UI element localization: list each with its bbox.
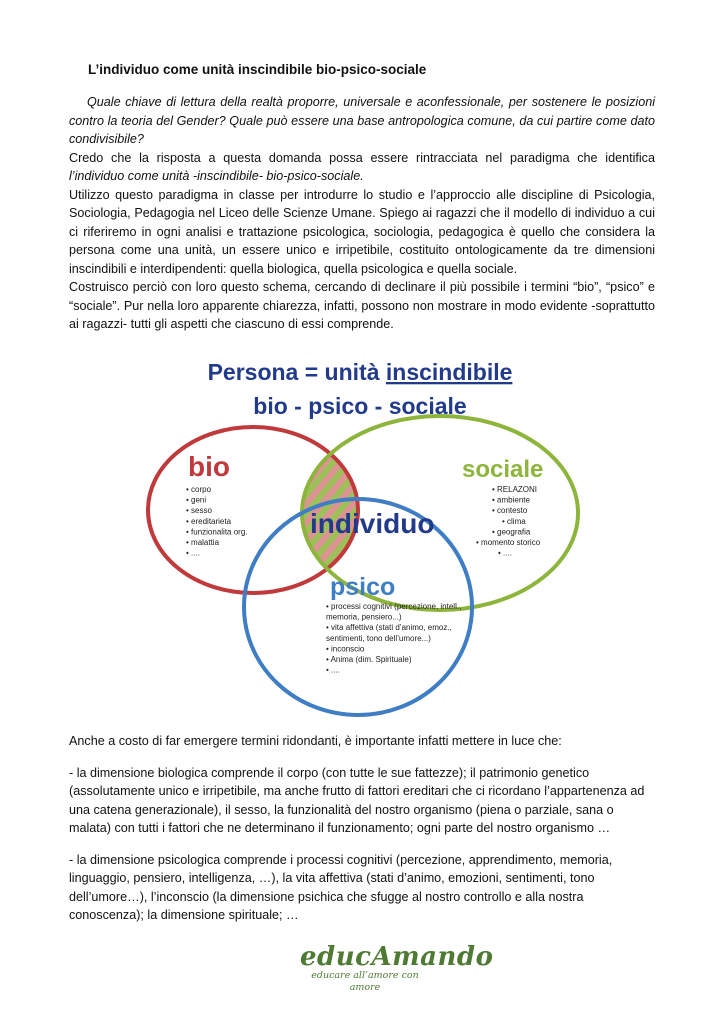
diagram-title [208, 359, 513, 385]
psico-list-item: memoria, pensiero...) [326, 612, 402, 622]
page-title: L’individuo come unità inscindibile bio-psico-sociale [88, 62, 427, 77]
explanation-bio: - la dimensione biologica comprende il corpo (con tutte le sue fattezze); il patrimonio genetico (assolutamente unico e irripetibile, ma anche frutto di fattori ereditari che ci ricordano l’appartenenza ad una catena generazionale), il sesso, la funzionalità del nostro organismo (piena o parziale, sana o malata) con tutti i fattori che ne determinano il funzionamento; ogni parte del nostro organismo … [69, 765, 645, 835]
sociale-list-item: • clima [502, 516, 526, 526]
sociale-list-item: • geografia [492, 527, 531, 537]
intro-answer [69, 149, 655, 186]
sociale-list [476, 485, 541, 558]
intro-answer-start: Credo che la risposta a questa domanda possa essere rintracciata nel paradigma che identifica [69, 150, 655, 165]
sociale-list-item: • contesto [492, 506, 528, 516]
intro-paragraph-2: Utilizzo questo paradigma in classe per introdurre lo studio e l’approccio alle discipline di Psicologia, Sociologia, Pedagogia nel Liceo delle Scienze Umane. Spiego ai ragazzi che il modello di individuo a cui ci riferiremo in ogni analisi e trattazione psicologica, sociologia, pedagogica è quello che considera la persona come una unità, un essere unico e irripetibile, costituito ontologicamente da tre dimensioni inscindibili e interdipendenti: quella biologica, quella psicologica e quella sociale. [69, 187, 655, 276]
diagram-title-part1: Persona = unità [207, 359, 386, 385]
psico-list-item: • vita affettiva (stati d’animo, emoz., [326, 623, 452, 633]
explanation-intro: Anche a costo di far emergere termini ridondanti, è importante infatti mettere in luce che: [69, 734, 562, 748]
sociale-list-item: • ambiente [492, 495, 530, 505]
explanation-text [69, 732, 655, 938]
intro-text [69, 93, 655, 334]
bio-list-item: • geni [186, 495, 207, 505]
bio-label: bio [188, 451, 230, 482]
bio-list-item: • funzionalita org. [186, 527, 248, 537]
sociale-list-item: • RELAZONI [492, 485, 538, 494]
psico-list-item: • Anima (dim. Spirituale) [326, 655, 412, 664]
bio-list-item: • ereditarieta [186, 516, 232, 526]
logo-tagline: educare all’amore con amore [311, 970, 419, 993]
bio-list-item: • malattia [186, 538, 220, 547]
psico-list-item: sentimenti, tono dell’umore...) [326, 633, 431, 643]
bio-list-item: • sesso [186, 506, 212, 516]
bio-list-item: • corpo [186, 485, 212, 494]
individuo-label: individuo [310, 508, 435, 539]
psico-list [326, 602, 461, 675]
sociale-label: sociale [462, 456, 544, 483]
psico-list-item: • .... [326, 665, 340, 675]
bio-list [186, 485, 248, 558]
logo-name: educAmando [300, 942, 494, 972]
sociale-list-item: • momento storico [476, 538, 541, 547]
psico-list-item: • inconscio [326, 644, 365, 654]
bio-list-item: • .... [186, 548, 200, 558]
intro-paragraph-3: Costruisco perciò con loro questo schema, cercando di declinare il più possibile i termini “bio”, “psico” e “sociale”. Pur nella loro apparente chiarezza, infatti, possono non mostrare in modo evidente -soprattutto ai ragazzi- tutti gli aspetti che ciascuno di essi comprende. [69, 280, 655, 331]
explanation-psico: - la dimensione psicologica comprende i processi cognitivi (percezione, apprendimento, memoria, linguaggio, pensiero, intelligenza, …), la vita affettiva (stati d’animo, emozioni, sentimenti, tono dell’umore…), l’inconscio (la dimensione psichica che sfugge al nostro controllo e alla nostra conoscenza); la dimensione spirituale; … [69, 852, 613, 922]
venn-diagram-svg [140, 352, 580, 722]
diagram-subtitle: bio - psico - sociale [253, 393, 467, 419]
psico-label: psico [330, 573, 396, 601]
intro-answer-italic: l’individuo come unità -inscindibile- bio-psico-sociale. [69, 169, 364, 183]
diagram-title-underlined: inscindibile [385, 359, 513, 385]
educamando-logo [300, 942, 494, 994]
sociale-list-item: • .... [498, 548, 512, 558]
intro-question: Quale chiave di lettura della realtà proporre, universale e aconfessionale, per sostenere le posizioni contro la teoria del Gender? Quale può essere una base antropologica comune, da cui partire come dato condivisibile? [69, 95, 655, 146]
psico-list-item: • processi cognitivi (percezione, intell., [326, 602, 462, 611]
venn-diagram [140, 352, 580, 722]
